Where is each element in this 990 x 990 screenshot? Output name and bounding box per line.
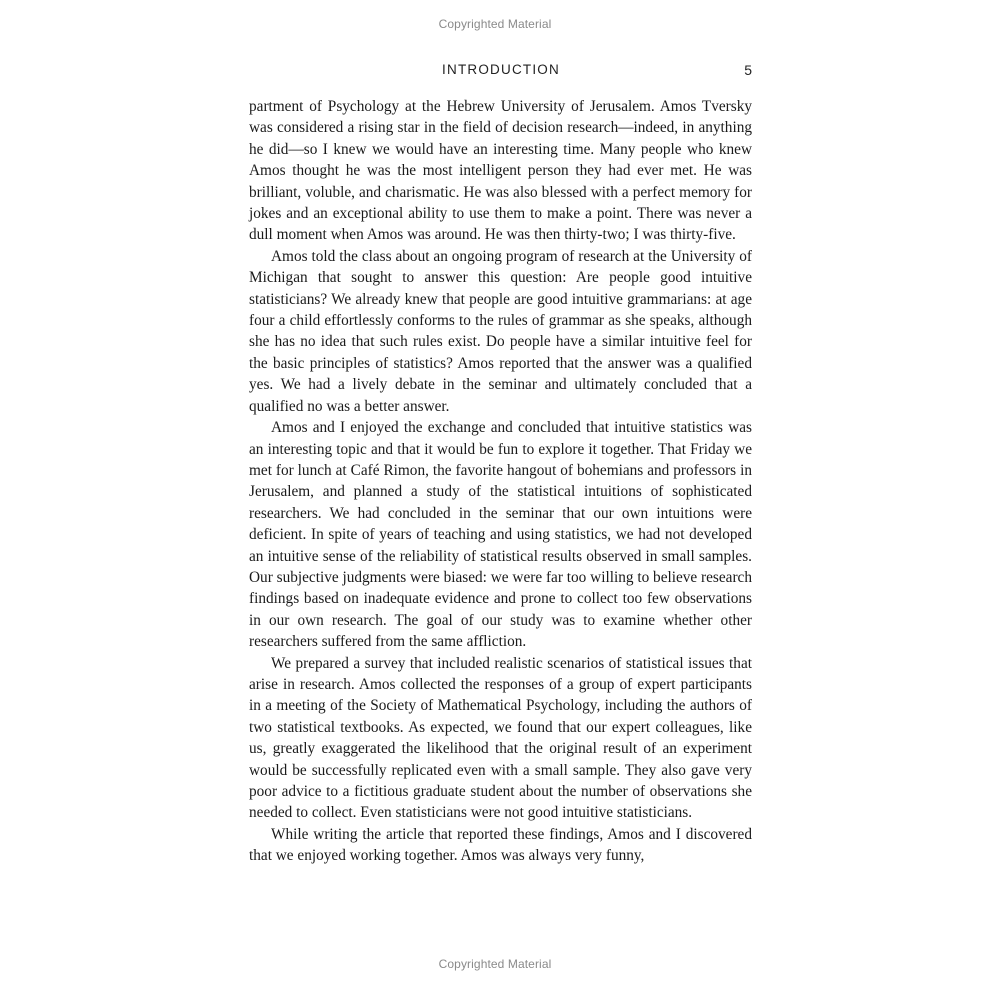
copyright-watermark-top: Copyrighted Material (438, 17, 552, 31)
running-head (250, 62, 752, 82)
paragraph: Amos and I enjoyed the exchange and concluded that intuitive statistics was an interesting topic and that it would be fun to explore it together. That Friday we met for lunch at Café Rimon, the favorite hangout of bohemians and professors in Jerusalem, and planned a study of the statistical intuitions of sophisticated researchers. We had concluded in the seminar that our own intuitions were deficient. In spite of years of teaching and using statistics, we had not developed an intuitive sense of the reliability of statistical results observed in small samples. Our subjective judgments were biased: we were far too willing to believe research findings based on inadequate evidence and prone to collect too few observations in our own research. The goal of our study was to examine whether other researchers suffered from the same affliction. (249, 419, 752, 651)
chapter-title: INTRODUCTION (442, 62, 560, 77)
paragraph: partment of Psychology at the Hebrew University of Jerusalem. Amos Tversky was considered a rising star in the field of decision research—indeed, in anything he did—so I knew we would have an interesting time. Many people who knew Amos thought he was the most intelligent person they had ever met. He was brilliant, voluble, and charismatic. He was also blessed with a perfect memory for jokes and an exceptional ability to use them to make a point. There was never a dull moment when Amos was around. He was then thirty-two; I was thirty-five. (249, 98, 752, 244)
body-text (249, 96, 752, 867)
page-number: 5 (744, 62, 752, 78)
paragraph: We prepared a survey that included realistic scenarios of statistical issues that arise in research. Amos collected the responses of a group of expert participants in a meeting of the Society of Mathematical Psychology, including the authors of two statistical textbooks. As expected, we found that our expert colleagues, like us, greatly exaggerated the likelihood that the original result of an experiment would be successfully replicated even with a small sample. They also gave very poor advice to a fictitious graduate student about the number of observations she needed to collect. Even statisticians were not good intuitive statisticians. (249, 654, 752, 822)
copyright-watermark-bottom: Copyrighted Material (438, 957, 552, 971)
paragraph: While writing the article that reported these findings, Amos and I discovered that we enjoyed working together. Amos was always very funny, (249, 825, 752, 865)
paragraph: Amos told the class about an ongoing program of research at the University of Michigan that sought to answer this question: Are people good intuitive statisticians? We already knew that people are good intuitive grammarians: at age four a child effortlessly conforms to the rules of grammar as she speaks, although she has no idea that such rules exist. Do people have a similar intuitive feel for the basic principles of statistics? Amos reported that the answer was a qualified yes. We had a lively debate in the seminar and ultimately concluded that a qualified no was a better answer. (249, 247, 752, 415)
